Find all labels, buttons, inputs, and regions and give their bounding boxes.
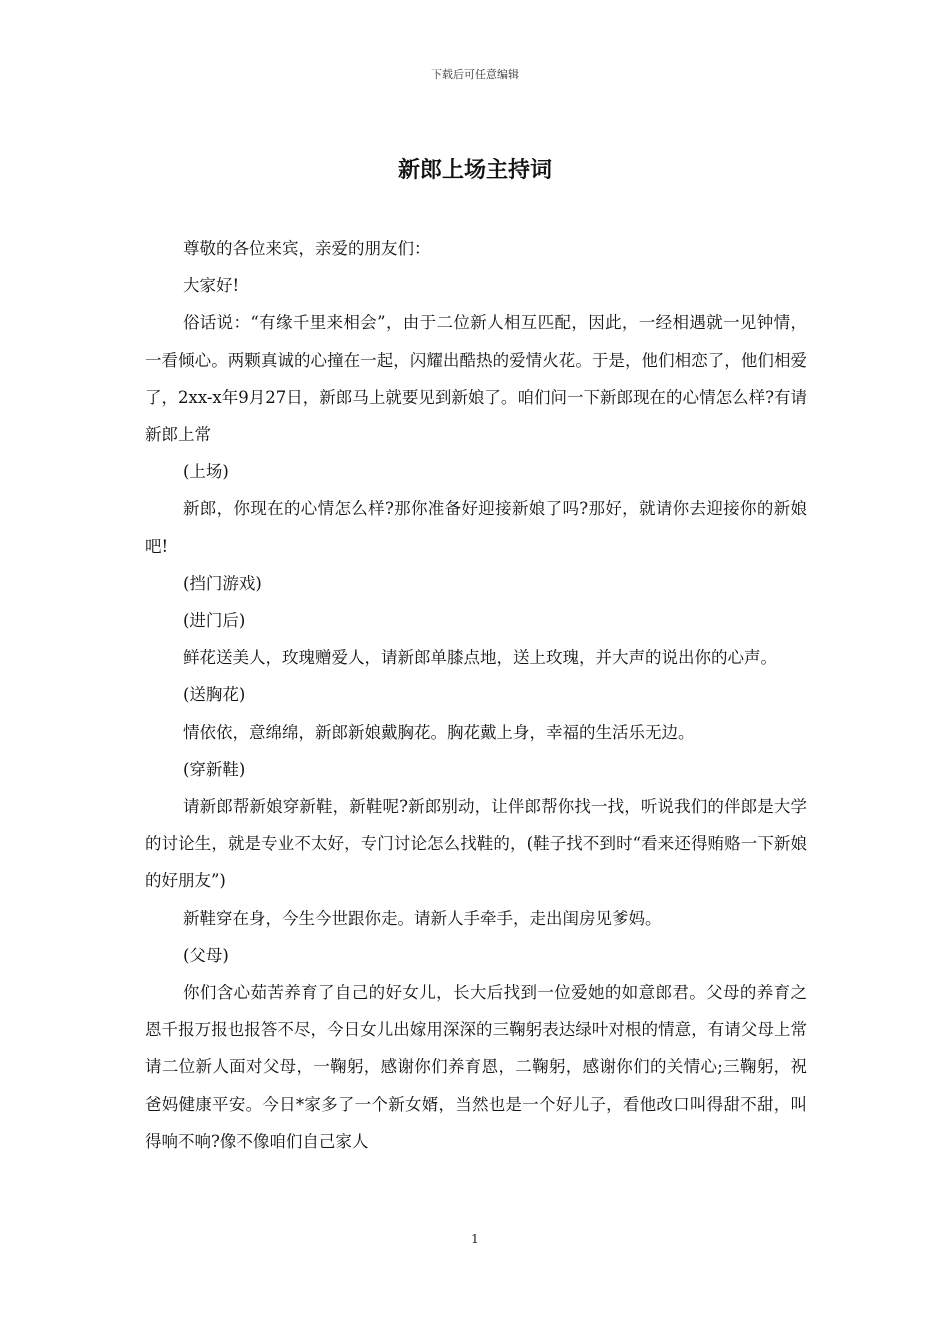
stage-direction-parents: (父母) bbox=[182, 945, 229, 965]
paragraph-parents: 你们含心茹苦养育了自己的好女儿，长大后找到一位爱她的如意郎君。父母的养育之恩千报万报也报答不尽，今日女儿出嫁用深深的三鞠躬表达绿叶对根的情意，有请父母上常请二位新人面对父母，一鞠躬，感谢你们养育恩，二鞠躬，感谢你们的关情心;三鞠躬，祝爸妈健康平安。今日*家多了一个新女婿，当然也是一个好儿子，看他改口叫得甜不甜，叫得响不响?像不像咱们自己家人 bbox=[145, 983, 807, 1151]
stage-direction-corsage: (送胸花) bbox=[182, 685, 246, 705]
paragraph-intro: 俗话说：“有缘千里来相会”，由于二位新人相互匹配，因此，一经相遇就一见钟情，一看倾心。两颗真诚的心撞在一起，闪耀出酷热的爱情火花。于是，他们相恋了，他们相爱了，2xx-x年9月27日，新郎马上就要见到新娘了。咱们问一下新郎现在的心情怎么样?有请新郎上常 bbox=[145, 313, 807, 445]
paragraph-groom-question: 新郎，你现在的心情怎么样?那你准备好迎接新娘了吗?那好，就请你去迎接你的新娘吧! bbox=[145, 499, 807, 556]
document-body bbox=[145, 230, 807, 1160]
paragraph-corsage: 情依依，意绵绵，新郎新娘戴胸花。胸花戴上身，幸福的生活乐无边。 bbox=[182, 722, 695, 742]
page-header-note: 下载后可任意编辑 bbox=[431, 68, 519, 81]
paragraph-hello: 大家好! bbox=[182, 276, 240, 296]
stage-direction-new-shoes: (穿新鞋) bbox=[182, 759, 246, 779]
stage-direction-after-entry: (进门后) bbox=[182, 611, 246, 631]
paragraph-greeting: 尊敬的各位来宾，亲爱的朋友们： bbox=[182, 239, 431, 258]
page-number: 1 bbox=[471, 1232, 479, 1246]
document-title: 新郎上场主持词 bbox=[397, 157, 552, 183]
paragraph-shoes-on: 新鞋穿在身，今生今世跟你走。请新人手牵手，走出闺房见爹妈。 bbox=[182, 908, 662, 928]
paragraph-roses: 鲜花送美人，玫瑰赠爱人，请新郎单膝点地，送上玫瑰，并大声的说出你的心声。 bbox=[182, 648, 777, 668]
stage-direction-entrance: (上场) bbox=[182, 462, 229, 482]
paragraph-shoes-search: 请新郎帮新娘穿新鞋，新鞋呢?新郎别动，让伴郎帮你找一找，听说我们的伴郎是大学的讨论生，就是专业不太好，专门讨论怎么找鞋的，(鞋子找不到时“看来还得贿赂一下新娘的好朋友”) bbox=[145, 797, 807, 891]
stage-direction-door-game: (挡门游戏) bbox=[182, 573, 262, 593]
